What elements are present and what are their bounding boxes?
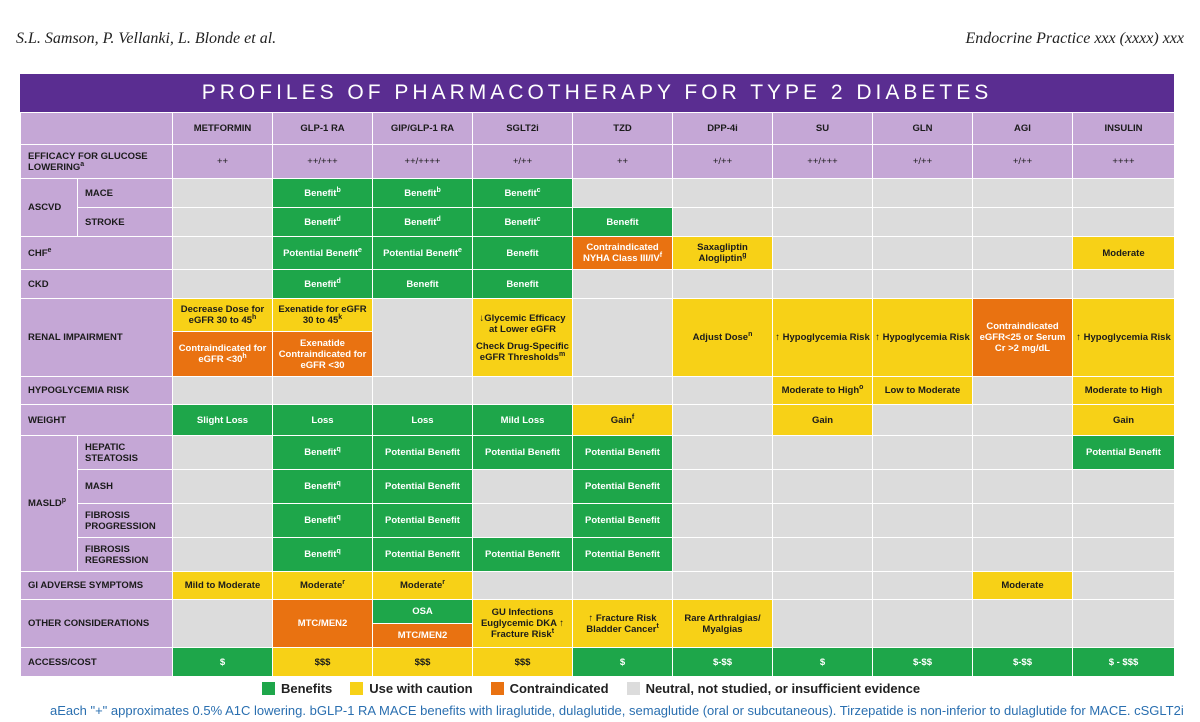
table-cell bbox=[873, 572, 973, 600]
table-cell bbox=[173, 377, 273, 405]
table-cell: Potential Benefit bbox=[573, 504, 673, 538]
table-cell bbox=[173, 538, 273, 572]
table-cell bbox=[773, 600, 873, 648]
col-agi: AGI bbox=[973, 113, 1073, 145]
legend-item-benefits bbox=[262, 681, 332, 696]
table-cell: $-$$ bbox=[873, 648, 973, 677]
table-cell bbox=[973, 436, 1073, 470]
table-cell bbox=[1073, 470, 1175, 504]
col-glp1ra: GLP-1 RA bbox=[273, 113, 373, 145]
table-cell: Gain$^f$ bbox=[573, 405, 673, 436]
col-sglt2i: SGLT2i bbox=[473, 113, 573, 145]
table-cell: Slight Loss bbox=[173, 405, 273, 436]
legend-swatch-yellow bbox=[350, 682, 363, 695]
table-cell: Saxagliptin Alogliptin$^g$ bbox=[673, 237, 773, 270]
table-cell: Moderate to High bbox=[1073, 377, 1175, 405]
corner-cell bbox=[21, 113, 173, 145]
table-cell: Contraindicated for eGFR $<30^h$ bbox=[173, 332, 273, 377]
table-row bbox=[21, 572, 1175, 600]
table-row bbox=[21, 538, 1175, 572]
table-row bbox=[21, 504, 1175, 538]
table-cell: Potential Benefit bbox=[573, 538, 673, 572]
table-cell bbox=[773, 470, 873, 504]
table-cell: Loss bbox=[373, 405, 473, 436]
table-row bbox=[21, 648, 1175, 677]
table-cell bbox=[1073, 270, 1175, 299]
row-label-hypoglycemia: HYPOGLYCEMIA RISK bbox=[21, 377, 173, 405]
table-row bbox=[21, 377, 1175, 405]
table-cell bbox=[673, 538, 773, 572]
legend-swatch-gray bbox=[627, 682, 640, 695]
col-dpp4i: DPP-4i bbox=[673, 113, 773, 145]
row-label-other: OTHER CONSIDERATIONS bbox=[21, 600, 173, 648]
legend-label: Benefits bbox=[281, 681, 333, 696]
table-cell bbox=[373, 377, 473, 405]
table-cell bbox=[1073, 538, 1175, 572]
table-cell: ↑ Hypoglycemia Risk bbox=[873, 299, 973, 377]
table-cell: Benefit bbox=[573, 208, 673, 237]
table-row bbox=[21, 179, 1175, 208]
table-cell bbox=[973, 600, 1073, 648]
efficacy-agi: +/++ bbox=[973, 145, 1073, 179]
table-cell bbox=[973, 237, 1073, 270]
table-cell: Mild Loss bbox=[473, 405, 573, 436]
row-label-fibrosis-regression: FIBROSIS REGRESSION bbox=[78, 538, 173, 572]
table-cell bbox=[973, 405, 1073, 436]
table-cell bbox=[473, 470, 573, 504]
table-cell: $ bbox=[173, 648, 273, 677]
table-cell bbox=[1073, 600, 1175, 648]
table-cell bbox=[273, 377, 373, 405]
table-cell bbox=[673, 179, 773, 208]
table-cell bbox=[173, 504, 273, 538]
table-cell: $ bbox=[573, 648, 673, 677]
table-cell: Potential Benefit bbox=[373, 538, 473, 572]
table-cell bbox=[873, 270, 973, 299]
efficacy-glp1ra: ++/+++ bbox=[273, 145, 373, 179]
table-cell bbox=[873, 208, 973, 237]
table-cell bbox=[973, 377, 1073, 405]
table-cell: Exenatide for eGFR 30 to 45$^k$ bbox=[273, 299, 373, 332]
table-cell: Benefit bbox=[473, 270, 573, 299]
row-label-weight: WEIGHT bbox=[21, 405, 173, 436]
pharmacotherapy-table bbox=[20, 112, 1175, 677]
table-cell: Benefit$^d$ bbox=[373, 208, 473, 237]
table-cell: Gain bbox=[1073, 405, 1175, 436]
table-cell: $$$ bbox=[273, 648, 373, 677]
table-cell bbox=[873, 600, 973, 648]
table-cell: $$$ bbox=[473, 648, 573, 677]
table-cell: Potential Benefit bbox=[473, 538, 573, 572]
footnote: aEach "+" approximates 0.5% A1C lowering. bGLP-1 RA MACE benefits with liraglutide, dulaglutide, semaglutide (oral or subcutaneous). Tirzepatide is non-inferior to dulaglutide for MACE. cSGLT2i bbox=[50, 703, 1184, 718]
table-cell: Moderate$^r$ bbox=[373, 572, 473, 600]
table-cell: $-$$ bbox=[973, 648, 1073, 677]
table-cell: MTC/MEN2 bbox=[373, 624, 473, 648]
table-cell: Low to Moderate bbox=[873, 377, 973, 405]
table-cell: Potential Benefit$^e$ bbox=[273, 237, 373, 270]
table-cell bbox=[1073, 504, 1175, 538]
table-cell bbox=[873, 436, 973, 470]
table-row bbox=[21, 600, 1175, 624]
efficacy-tzd: ++ bbox=[573, 145, 673, 179]
table-cell: Moderate to High$^o$ bbox=[773, 377, 873, 405]
table-cell: Decrease Dose for eGFR 30 to 45$^h$ bbox=[173, 299, 273, 332]
table-cell bbox=[173, 237, 273, 270]
table-cell: $ - $$$ bbox=[1073, 648, 1175, 677]
table-cell: Potential Benefit bbox=[573, 436, 673, 470]
col-metformin: METFORMIN bbox=[173, 113, 273, 145]
table-cell bbox=[773, 504, 873, 538]
table-cell bbox=[873, 538, 973, 572]
table-cell bbox=[673, 270, 773, 299]
table-cell bbox=[473, 377, 573, 405]
legend-item-caution bbox=[350, 681, 472, 696]
legend-label: Contraindicated bbox=[509, 681, 609, 696]
legend-label: Use with caution bbox=[369, 681, 473, 696]
table-cell: Moderate$^r$ bbox=[273, 572, 373, 600]
table-row bbox=[21, 470, 1175, 504]
table-cell: $-$$ bbox=[673, 648, 773, 677]
table-cell: Benefit$^b$ bbox=[373, 179, 473, 208]
table-cell bbox=[973, 208, 1073, 237]
efficacy-dpp4i: +/++ bbox=[673, 145, 773, 179]
author-header: S.L. Samson, P. Vellanki, L. Blonde et al. bbox=[16, 30, 277, 47]
table-cell: ↑ Hypoglycemia Risk bbox=[1073, 299, 1175, 377]
table-cell bbox=[673, 572, 773, 600]
legend-label: Neutral, not studied, or insufficient evidence bbox=[645, 681, 921, 696]
table-cell: $ bbox=[773, 648, 873, 677]
table-cell: Benefit$^q$ bbox=[273, 538, 373, 572]
table-cell: Benefit$^d$ bbox=[273, 208, 373, 237]
table-cell bbox=[773, 572, 873, 600]
table-cell bbox=[173, 179, 273, 208]
table-cell: Benefit$^q$ bbox=[273, 436, 373, 470]
table-cell bbox=[973, 504, 1073, 538]
efficacy-su: ++/+++ bbox=[773, 145, 873, 179]
color-legend bbox=[262, 681, 920, 696]
table-cell: Benefit$^c$ bbox=[473, 179, 573, 208]
row-label-hepatic-steatosis: HEPATIC STEATOSIS bbox=[78, 436, 173, 470]
table-cell: Potential Benefit bbox=[473, 436, 573, 470]
table-cell: Rare Arthralgias/ Myalgias bbox=[673, 600, 773, 648]
row-label-masld: MASLD$^p$ bbox=[21, 436, 78, 572]
table-cell: Potential Benefit$^e$ bbox=[373, 237, 473, 270]
table-cell: ↓Glycemic Efficacy at Lower eGFR Check Drug-Specific eGFR Thresholds$^m$ bbox=[473, 299, 573, 377]
table-cell bbox=[473, 572, 573, 600]
table-cell bbox=[173, 270, 273, 299]
table-row bbox=[21, 237, 1175, 270]
table-cell: Contraindicated NYHA Class III/$IV^f$ bbox=[573, 237, 673, 270]
table-cell bbox=[773, 208, 873, 237]
table-cell: Moderate bbox=[973, 572, 1073, 600]
table-cell bbox=[1073, 572, 1175, 600]
table-cell bbox=[373, 299, 473, 377]
col-gip-glp1ra: GIP/GLP-1 RA bbox=[373, 113, 473, 145]
table-cell: $$$ bbox=[373, 648, 473, 677]
column-header-row bbox=[21, 113, 1175, 145]
table-cell: Benefit bbox=[473, 237, 573, 270]
table-cell bbox=[573, 377, 673, 405]
row-label-mace: MACE bbox=[78, 179, 173, 208]
table-cell: Potential Benefit bbox=[373, 504, 473, 538]
table-row bbox=[21, 405, 1175, 436]
row-label-gi: GI ADVERSE SYMPTOMS bbox=[21, 572, 173, 600]
table-cell bbox=[173, 600, 273, 648]
table-row bbox=[21, 436, 1175, 470]
row-label-ascvd: ASCVD bbox=[21, 179, 78, 237]
table-cell bbox=[173, 208, 273, 237]
table-cell bbox=[973, 470, 1073, 504]
table-cell bbox=[773, 179, 873, 208]
col-gln: GLN bbox=[873, 113, 973, 145]
table-cell bbox=[673, 208, 773, 237]
table-cell bbox=[773, 237, 873, 270]
table-cell bbox=[873, 504, 973, 538]
table-cell: Exenatide Contraindicated for eGFR <30 bbox=[273, 332, 373, 377]
table-cell: Benefit$^q$ bbox=[273, 470, 373, 504]
table-cell: ↑ Fracture Risk Bladder Cancer$^t$ bbox=[573, 600, 673, 648]
legend-item-neutral bbox=[627, 681, 921, 696]
row-label-ckd: CKD bbox=[21, 270, 173, 299]
table-cell bbox=[673, 436, 773, 470]
col-insulin: INSULIN bbox=[1073, 113, 1175, 145]
efficacy-insulin: ++++ bbox=[1073, 145, 1175, 179]
efficacy-gip-glp1ra: ++/++++ bbox=[373, 145, 473, 179]
journal-header: Endocrine Practice xxx (xxxx) xxx bbox=[965, 30, 1184, 47]
table-cell bbox=[573, 270, 673, 299]
table-cell bbox=[973, 270, 1073, 299]
table-cell bbox=[1073, 179, 1175, 208]
table-title-banner: PROFILES OF PHARMACOTHERAPY FOR TYPE 2 DIABETES bbox=[20, 74, 1174, 112]
table-cell: Benefit bbox=[373, 270, 473, 299]
table-cell bbox=[673, 470, 773, 504]
table-cell: Benefit$^q$ bbox=[273, 504, 373, 538]
table-row bbox=[21, 208, 1175, 237]
legend-swatch-orange bbox=[491, 682, 504, 695]
table-cell: Adjust Dose$^n$ bbox=[673, 299, 773, 377]
row-label-stroke: STROKE bbox=[78, 208, 173, 237]
table-cell bbox=[973, 538, 1073, 572]
table-cell: Potential Benefit bbox=[373, 436, 473, 470]
table-cell bbox=[573, 572, 673, 600]
table-cell bbox=[773, 436, 873, 470]
row-label-efficacy: EFFICACY FOR GLUCOSE LOWERING$^a$ bbox=[21, 145, 173, 179]
table-cell bbox=[873, 470, 973, 504]
table-cell bbox=[173, 470, 273, 504]
col-su: SU bbox=[773, 113, 873, 145]
efficacy-sglt2i: +/++ bbox=[473, 145, 573, 179]
legend-item-contraindicated bbox=[491, 681, 609, 696]
table-cell bbox=[673, 405, 773, 436]
table-cell: Potential Benefit bbox=[1073, 436, 1175, 470]
table-cell bbox=[473, 504, 573, 538]
table-cell: MTC/MEN2 bbox=[273, 600, 373, 648]
table-cell bbox=[873, 237, 973, 270]
table-cell bbox=[1073, 208, 1175, 237]
table-cell: Potential Benefit bbox=[573, 470, 673, 504]
table-cell bbox=[873, 179, 973, 208]
table-cell bbox=[673, 504, 773, 538]
table-cell: Benefit$^c$ bbox=[473, 208, 573, 237]
col-tzd: TZD bbox=[573, 113, 673, 145]
table-cell: Mild to Moderate bbox=[173, 572, 273, 600]
table-cell bbox=[673, 377, 773, 405]
table-cell: ↑ Hypoglycemia Risk bbox=[773, 299, 873, 377]
table-cell: Potential Benefit bbox=[373, 470, 473, 504]
row-label-mash: MASH bbox=[78, 470, 173, 504]
table-row bbox=[21, 145, 1175, 179]
table-cell bbox=[573, 299, 673, 377]
table-cell bbox=[873, 405, 973, 436]
table-row bbox=[21, 299, 1175, 332]
table-row bbox=[21, 270, 1175, 299]
table-cell: Gain bbox=[773, 405, 873, 436]
table-cell: Benefit$^d$ bbox=[273, 270, 373, 299]
table-cell: GU Infections Euglycemic DKA ↑ Fracture Risk$^t$ bbox=[473, 600, 573, 648]
efficacy-gln: +/++ bbox=[873, 145, 973, 179]
table-cell: Benefit$^b$ bbox=[273, 179, 373, 208]
legend-swatch-green bbox=[262, 682, 275, 695]
table-cell bbox=[773, 538, 873, 572]
row-label-renal: RENAL IMPAIRMENT bbox=[21, 299, 173, 377]
table-cell: Contraindicated eGFR<25 or Serum Cr >2 mg/dL bbox=[973, 299, 1073, 377]
table-cell bbox=[573, 179, 673, 208]
table-cell: Loss bbox=[273, 405, 373, 436]
table-cell bbox=[173, 436, 273, 470]
row-label-chf: CHF$^e$ bbox=[21, 237, 173, 270]
row-label-fibrosis-progression: FIBROSIS PROGRESSION bbox=[78, 504, 173, 538]
table-cell bbox=[773, 270, 873, 299]
table-cell bbox=[973, 179, 1073, 208]
efficacy-metformin: ++ bbox=[173, 145, 273, 179]
table-cell: OSA bbox=[373, 600, 473, 624]
table-cell: Moderate bbox=[1073, 237, 1175, 270]
row-label-access: ACCESS/COST bbox=[21, 648, 173, 677]
